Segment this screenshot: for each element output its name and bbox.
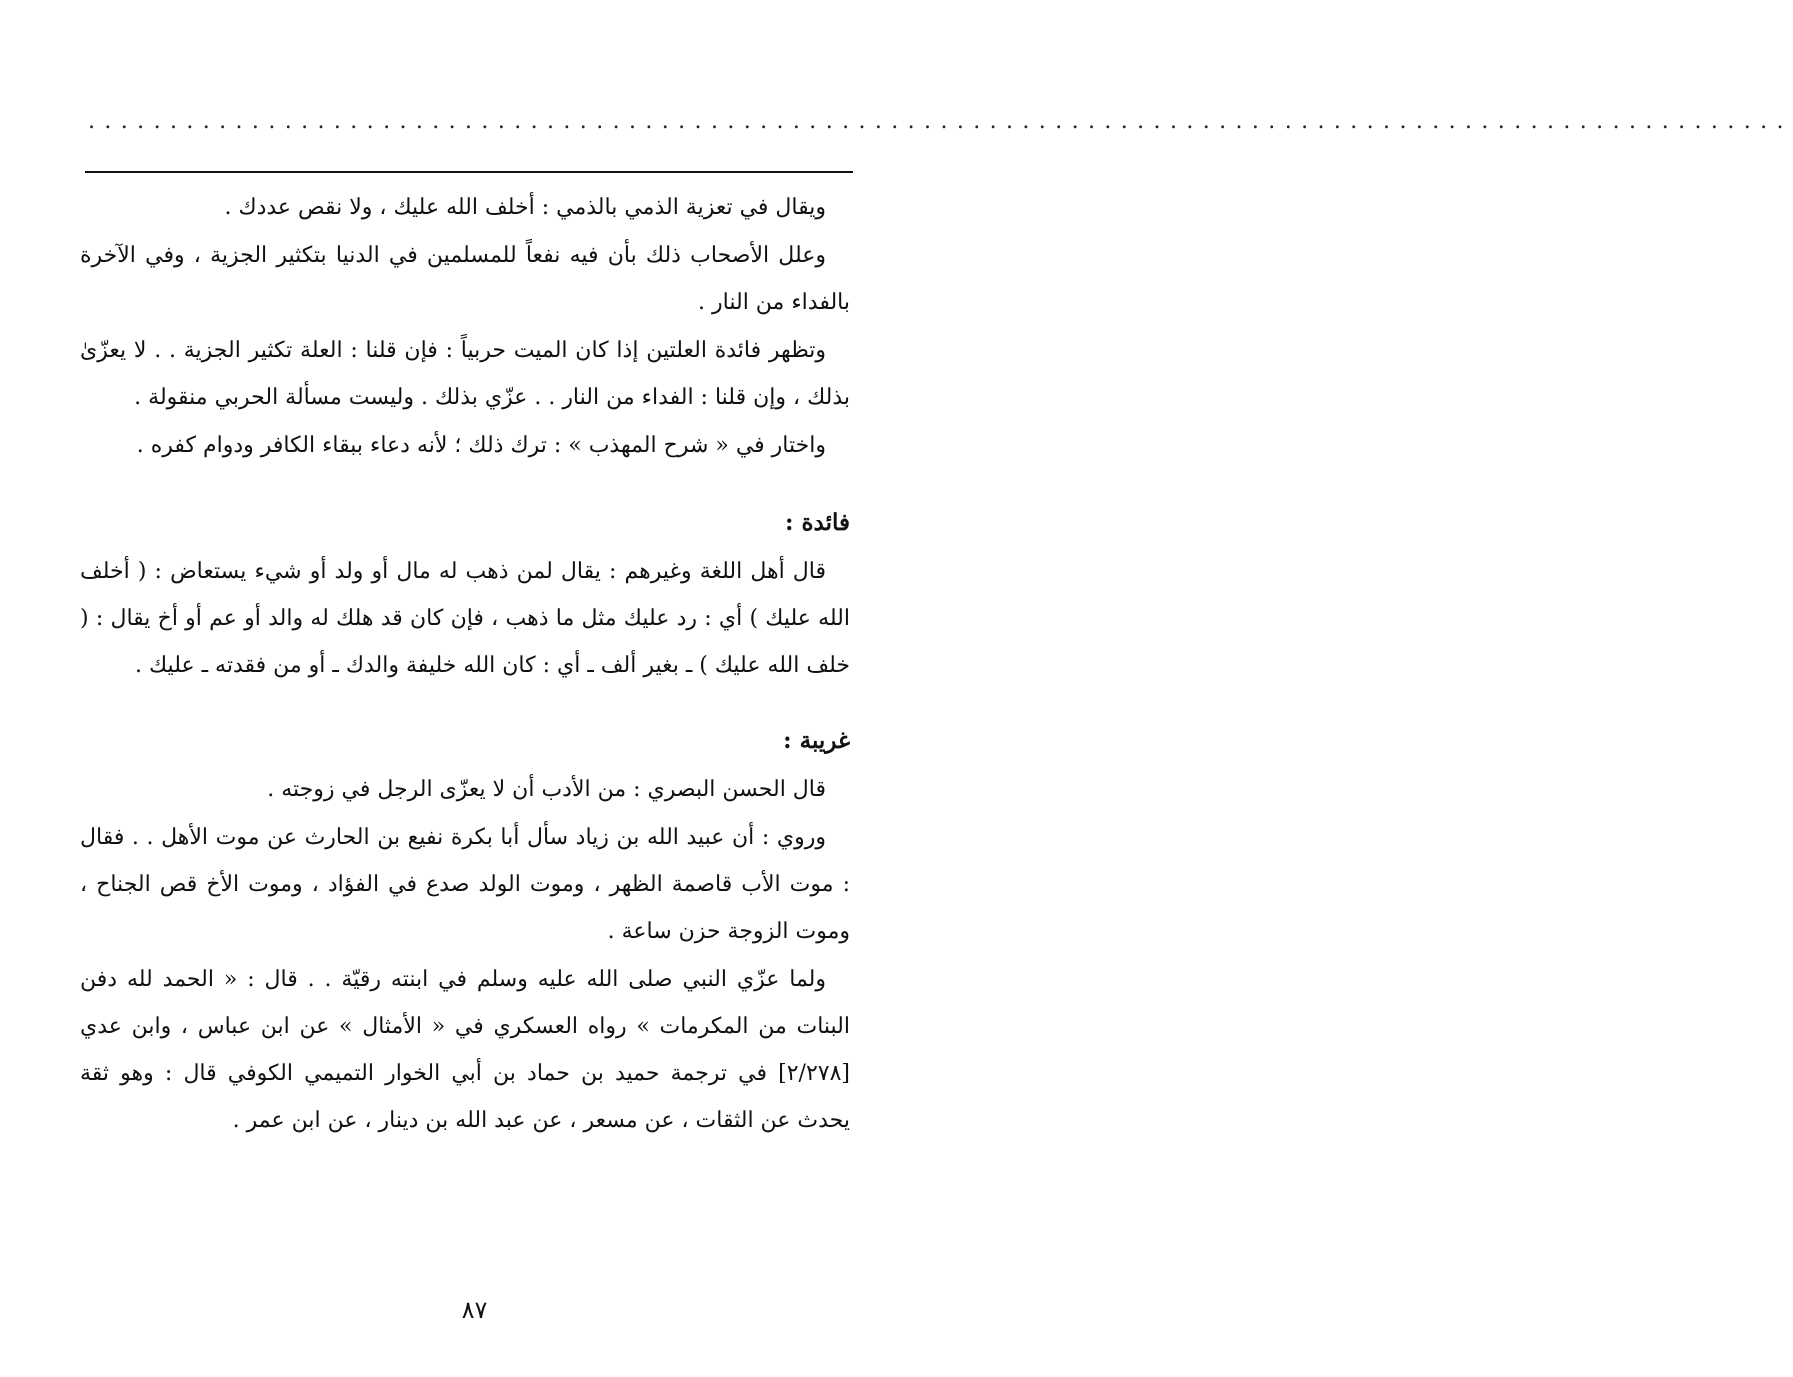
paragraph-ruqayya: ولما عزّي النبي صلى الله عليه وسلم في ابنته رقيّة . . قال : « الحمد لله دفن البنات من المكرمات » رواه العسكري في « الأمثال » عن ابن عباس ، وابن عدي [٢/٢٧٨] في ترجمة حميد بن حماد بن أبي الخوار التميمي الكوفي قال : وهو ثقة يحدث عن الثقات ، عن مسعر ، عن عبد الله بن دينار ، عن ابن عمر .	[80, 967, 850, 1133]
header-rule	[85, 171, 853, 173]
paragraph-abu-bakra: وروي : أن عبيد الله بن زياد سأل أبا بكرة نفيع بن الحارث عن موت الأهل . . فقال : موت الأب قاصمة الظهر ، وموت الولد صدع في الفؤاد ، وموت الأخ قص الجناح ، وموت الزوجة حزن ساعة .	[80, 825, 850, 944]
paragraph-hasan-basri: قال الحسن البصري : من الأدب أن لا يعزّى الرجل في زوجته .	[267, 777, 826, 802]
paragraph-faida: قال أهل اللغة وغيرهم : يقال لمن ذهب له مال أو ولد أو شيء يستعاض : ( أخلف الله عليك ) أي : رد عليك مثل ما ذهب ، فإن كان قد هلك له والد أو عم أو أخ يقال : ( خلف الله عليك ) ـ بغير ألف ـ أي : كان الله خليفة والدك ـ أو من فقدته ـ عليك .	[80, 559, 850, 678]
heading-ghariba: غريبة :	[783, 727, 850, 754]
heading-faida: فائدة :	[784, 509, 850, 536]
paragraph-dhimmi-condolence: ويقال في تعزية الذمي بالذمي : أخلف الله عليك ، ولا نقص عددك .	[224, 195, 826, 220]
page-body	[80, 184, 850, 1144]
header-dotted-line: ........................................................................................................	[88, 109, 1793, 134]
paragraph-reasoning: وعلل الأصحاب ذلك بأن فيه نفعاً للمسلمين في الدنيا بتكثير الجزية ، وفي الآخرة بالفداء من النار .	[80, 243, 850, 315]
paragraph-sharh-muhadhdhab: واختار في « شرح المهذب » : ترك ذلك ؛ لأنه دعاء ببقاء الكافر ودوام كفره .	[136, 433, 826, 458]
page-number: ٨٧	[461, 1296, 488, 1324]
paragraph-two-reasons: وتظهر فائدة العلتين إذا كان الميت حربياً : فإن قلنا : العلة تكثير الجزية . . لا يعزّىٰ بذلك ، وإن قلنا : الفداء من النار . . عزّي بذلك . وليست مسألة الحربي منقولة .	[80, 338, 850, 410]
